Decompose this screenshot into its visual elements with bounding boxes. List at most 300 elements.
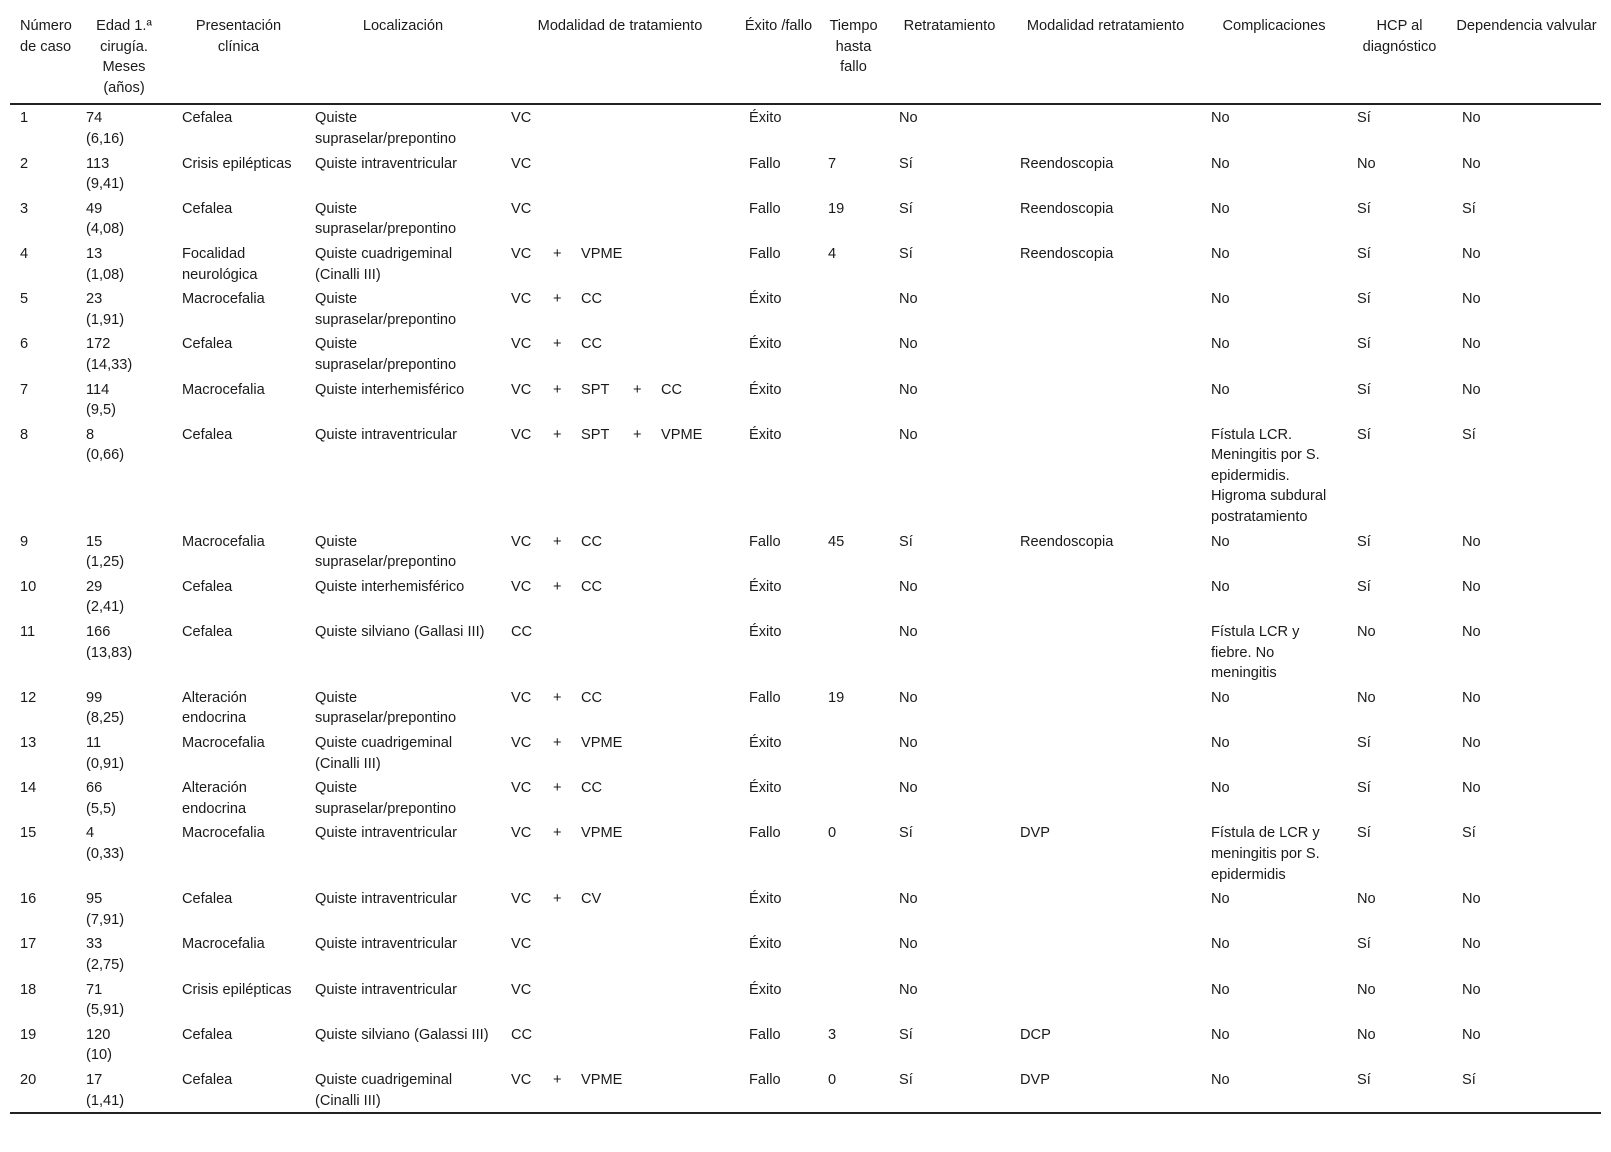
treatment-item: CC (581, 291, 603, 308)
cell-dependencia: No (1462, 624, 1481, 641)
edad-meses: 172 (86, 336, 111, 353)
cell-caso: 7 (20, 381, 29, 398)
cell-complicaciones: No (1211, 689, 1230, 706)
cell-localizacion: Quiste cuadrigeminal (Cinalli III) (315, 245, 453, 283)
cell-modalidad (501, 104, 739, 150)
cell-retratamiento: No (899, 426, 918, 443)
cell-edad (76, 151, 172, 196)
treatment-item: VPME (581, 735, 623, 751)
cell-tiempo (818, 104, 889, 150)
cell-tiempo (818, 574, 889, 619)
cell-modalidad (501, 1022, 739, 1067)
edad-anios: (1,91) (86, 311, 125, 328)
cell-localizacion: Quiste intraventricular (315, 891, 457, 908)
cell-hcp: Sí (1357, 336, 1371, 353)
edad-anios: (5,5) (86, 800, 117, 817)
cell-tiempo (818, 931, 889, 976)
plus-sign: + (553, 381, 562, 398)
cell-dependencia: No (1462, 381, 1481, 398)
edad-anios: (4,08) (86, 221, 125, 238)
edad-meses: 13 (86, 245, 103, 262)
cell-caso: 10 (20, 578, 37, 595)
edad-meses: 11 (86, 735, 102, 751)
cell-localizacion: Quiste supraselar/prepontino (315, 200, 457, 238)
plus-sign: + (553, 291, 562, 308)
plus-sign: + (553, 891, 562, 908)
cell-retratamiento: No (899, 381, 918, 398)
treatment-item: VC (511, 825, 532, 842)
plus-sign: + (553, 426, 562, 443)
cell-modalidad (501, 529, 739, 574)
cell-edad (76, 422, 172, 529)
cell-caso: 14 (20, 780, 37, 797)
treatment-item: VC (511, 336, 532, 353)
cell-complicaciones: No (1211, 533, 1230, 550)
cell-presentacion: Cefalea (182, 110, 233, 127)
plus-sign: + (553, 689, 562, 706)
cell-presentacion: Cefalea (182, 1026, 233, 1043)
treatment-item: CC (511, 624, 533, 641)
cell-mod-retratamiento (1010, 931, 1201, 976)
cell-edad (76, 104, 172, 150)
header-presentacion: Presentación clínica (195, 18, 282, 55)
cell-complicaciones: No (1211, 1026, 1230, 1043)
cell-tiempo: 7 (828, 155, 837, 172)
cell-modalidad (501, 775, 739, 820)
plus-sign: + (633, 381, 642, 398)
cell-presentacion: Macrocefalia (182, 381, 265, 398)
cell-complicaciones: Fístula de LCR y meningitis por S. epidermidis (1211, 825, 1320, 883)
edad-anios: (0,33) (86, 845, 125, 862)
edad-meses: 15 (86, 533, 103, 550)
cell-edad (76, 886, 172, 931)
plus-sign: + (553, 245, 562, 262)
edad-anios: (7,91) (86, 911, 125, 928)
treatment-item: VC (511, 200, 532, 217)
cell-retratamiento: Sí (899, 825, 913, 842)
treatment-item: VC (511, 381, 532, 398)
cell-localizacion: Quiste supraselar/prepontino (315, 336, 457, 373)
edad-meses: 17 (86, 1071, 103, 1088)
table-row (10, 422, 1601, 529)
header-retratamiento: Retratamiento (903, 18, 996, 34)
treatment-item: VPME (581, 825, 623, 842)
cell-edad (76, 931, 172, 976)
cell-dependencia: No (1462, 780, 1481, 797)
cell-complicaciones: No (1211, 336, 1230, 353)
treatment-item: VC (511, 735, 532, 751)
cell-hcp: Sí (1357, 200, 1371, 217)
cases-table (10, 10, 1601, 1114)
cell-retratamiento: No (899, 891, 918, 908)
edad-anios: (5,91) (86, 1002, 125, 1019)
cell-complicaciones: No (1211, 110, 1230, 127)
treatment-item: SPT (581, 381, 610, 398)
cell-hcp: No (1357, 624, 1376, 641)
cell-retratamiento: Sí (899, 200, 913, 217)
cell-localizacion: Quiste silviano (Gallasi III) (315, 624, 485, 641)
cell-presentacion: Cefalea (182, 624, 233, 641)
cell-complicaciones: Fístula LCR y fiebre. No meningitis (1211, 624, 1300, 682)
cell-mod-retratamiento (1010, 574, 1201, 619)
cell-caso: 15 (20, 825, 37, 842)
cell-dependencia: Sí (1462, 200, 1476, 217)
edad-anios: (1,41) (86, 1092, 125, 1109)
cell-mod-retratamiento (1010, 886, 1201, 931)
plus-sign: + (553, 533, 562, 550)
cell-tiempo (818, 886, 889, 931)
edad-anios: (1,08) (86, 266, 125, 283)
cell-mod-retratamiento: DVP (1020, 1071, 1051, 1088)
cell-hcp: Sí (1357, 426, 1371, 443)
cell-edad (76, 685, 172, 730)
cell-edad (76, 977, 172, 1022)
cell-modalidad (501, 151, 739, 196)
cell-modalidad (501, 931, 739, 976)
treatment-item: VC (511, 981, 532, 998)
cell-presentacion: Alteración endocrina (182, 780, 247, 817)
table-row (10, 1022, 1601, 1067)
cell-localizacion: Quiste intraventricular (315, 155, 457, 172)
edad-meses: 74 (86, 110, 103, 127)
treatment-item: VC (511, 110, 532, 127)
edad-meses: 166 (86, 624, 111, 641)
cell-mod-retratamiento (1010, 619, 1201, 685)
cell-complicaciones: No (1211, 780, 1230, 797)
treatment-item: CC (581, 533, 603, 550)
plus-sign: + (633, 426, 642, 443)
header-tiempo: Tiempo hasta fallo (829, 18, 878, 76)
edad-meses: 113 (86, 155, 110, 172)
header-localizacion: Localización (362, 18, 444, 34)
cell-edad (76, 574, 172, 619)
cell-retratamiento: No (899, 578, 918, 595)
cell-tiempo: 19 (828, 200, 845, 217)
cell-dependencia: No (1462, 735, 1481, 751)
cell-retratamiento: No (899, 936, 918, 953)
edad-meses: 114 (86, 381, 110, 398)
cell-tiempo (818, 286, 889, 331)
cell-complicaciones: No (1211, 291, 1230, 308)
cell-caso: 13 (20, 735, 37, 751)
cell-mod-retratamiento (1010, 775, 1201, 820)
cell-hcp: Sí (1357, 1071, 1371, 1088)
cell-exito: Éxito (749, 291, 782, 308)
cell-tiempo (818, 331, 889, 376)
table-row (10, 1067, 1601, 1113)
cell-modalidad (501, 820, 739, 886)
cell-hcp: No (1357, 689, 1376, 706)
cell-localizacion: Quiste supraselar/prepontino (315, 291, 457, 328)
cell-dependencia: No (1462, 891, 1481, 908)
cell-tiempo: 3 (828, 1026, 837, 1043)
header-exito: Éxito /fallo (744, 18, 813, 34)
cell-edad (76, 619, 172, 685)
cell-caso: 17 (20, 936, 37, 953)
cell-complicaciones: No (1211, 578, 1230, 595)
treatment-item: VC (511, 426, 532, 443)
cell-edad (76, 1067, 172, 1113)
cell-exito: Fallo (749, 825, 781, 842)
table-row (10, 286, 1601, 331)
header-edad: Edad 1.ª cirugía. Meses (años) (96, 18, 152, 96)
table-row (10, 196, 1601, 241)
cell-presentacion: Cefalea (182, 426, 233, 443)
cell-dependencia: No (1462, 936, 1481, 953)
cell-caso: 8 (20, 426, 29, 443)
table-row (10, 151, 1601, 196)
cell-presentacion: Macrocefalia (182, 825, 265, 842)
cell-edad (76, 331, 172, 376)
cell-mod-retratamiento: Reendoscopia (1020, 200, 1114, 217)
cell-tiempo (818, 977, 889, 1022)
edad-anios: (0,91) (86, 755, 125, 772)
cell-hcp: Sí (1357, 936, 1371, 953)
cell-retratamiento: Sí (899, 245, 913, 262)
cell-localizacion: Quiste intraventricular (315, 981, 457, 998)
cell-edad (76, 286, 172, 331)
cell-localizacion: Quiste supraselar/prepontino (315, 689, 457, 727)
treatment-item: CV (581, 891, 602, 908)
cell-retratamiento: No (899, 981, 918, 998)
header-complicaciones: Complicaciones (1222, 18, 1326, 34)
cell-retratamiento: Sí (899, 155, 913, 172)
cell-exito: Éxito (749, 624, 782, 641)
table-body (10, 104, 1601, 1113)
treatment-item: VC (511, 780, 532, 797)
cell-hcp: Sí (1357, 578, 1371, 595)
cell-mod-retratamiento: Reendoscopia (1020, 245, 1114, 262)
cell-mod-retratamiento (1010, 422, 1201, 529)
cell-presentacion: Cefalea (182, 336, 233, 353)
table-row (10, 820, 1601, 886)
cell-retratamiento: No (899, 624, 918, 641)
treatment-item: CC (581, 336, 603, 353)
treatment-item: SPT (581, 426, 610, 443)
cell-hcp: Sí (1357, 780, 1371, 797)
cell-complicaciones: Fístula LCR. Meningitis por S. epidermidis. Higroma subdural postratamiento (1211, 426, 1327, 526)
cell-caso: 16 (20, 891, 37, 908)
cell-dependencia: No (1462, 533, 1481, 550)
cell-complicaciones: No (1211, 245, 1230, 262)
cell-presentacion: Crisis epilépticas (182, 155, 292, 172)
table-row (10, 775, 1601, 820)
edad-meses: 8 (86, 426, 95, 443)
table-row (10, 574, 1601, 619)
cell-retratamiento: Sí (899, 1026, 913, 1043)
table-row (10, 685, 1601, 730)
cell-presentacion: Cefalea (182, 578, 233, 595)
cell-retratamiento: No (899, 336, 918, 353)
cell-hcp: Sí (1357, 245, 1371, 262)
cell-caso: 4 (20, 245, 29, 262)
cell-localizacion: Quiste intraventricular (315, 825, 457, 842)
cell-exito: Éxito (749, 891, 782, 908)
cell-dependencia: No (1462, 578, 1481, 595)
cell-tiempo (818, 775, 889, 820)
cell-exito: Fallo (749, 200, 781, 217)
cell-retratamiento: Sí (899, 533, 913, 550)
table-row (10, 730, 1601, 775)
cell-retratamiento: No (899, 110, 918, 127)
cell-presentacion: Macrocefalia (182, 735, 265, 751)
cell-mod-retratamiento: DVP (1020, 825, 1051, 842)
cell-localizacion: Quiste intraventricular (315, 426, 457, 443)
cell-caso: 20 (20, 1071, 37, 1088)
cell-presentacion: Cefalea (182, 891, 233, 908)
cell-presentacion: Cefalea (182, 200, 233, 217)
cell-modalidad (501, 331, 739, 376)
cell-edad (76, 529, 172, 574)
treatment-item: VC (511, 578, 532, 595)
cell-exito: Éxito (749, 336, 782, 353)
plus-sign: + (553, 780, 562, 797)
cell-complicaciones: No (1211, 1071, 1230, 1088)
cell-hcp: No (1357, 155, 1376, 172)
treatment-item: VC (511, 155, 532, 172)
cell-exito: Fallo (749, 1071, 781, 1088)
plus-sign: + (553, 336, 562, 353)
table-row (10, 931, 1601, 976)
cell-modalidad (501, 1067, 739, 1113)
cell-mod-retratamiento: Reendoscopia (1020, 155, 1114, 172)
edad-meses: 23 (86, 291, 103, 308)
cell-dependencia: No (1462, 155, 1481, 172)
cell-hcp: No (1357, 981, 1376, 998)
cell-localizacion: Quiste cuadrigeminal (Cinalli III) (315, 1071, 453, 1109)
cell-retratamiento: Sí (899, 1071, 913, 1088)
cell-dependencia: Sí (1462, 825, 1476, 842)
table-row (10, 619, 1601, 685)
cell-exito: Éxito (749, 426, 782, 443)
edad-anios: (13,83) (86, 644, 133, 661)
cell-retratamiento: No (899, 291, 918, 308)
cell-localizacion: Quiste interhemisférico (315, 381, 465, 398)
cell-caso: 18 (20, 981, 37, 998)
cell-tiempo (818, 422, 889, 529)
cell-tiempo: 4 (828, 245, 837, 262)
cell-modalidad (501, 377, 739, 422)
cell-hcp: Sí (1357, 825, 1371, 842)
cell-tiempo (818, 377, 889, 422)
cell-edad (76, 775, 172, 820)
cell-complicaciones: No (1211, 936, 1230, 953)
cell-complicaciones: No (1211, 981, 1230, 998)
cell-edad (76, 1022, 172, 1067)
header-mod-retratamiento: Modalidad retratamiento (1026, 18, 1185, 34)
cell-complicaciones: No (1211, 891, 1230, 908)
cell-mod-retratamiento (1010, 977, 1201, 1022)
table-row (10, 104, 1601, 150)
cell-hcp: No (1357, 891, 1376, 908)
cell-hcp: Sí (1357, 735, 1371, 751)
cell-caso: 9 (20, 533, 29, 550)
cell-exito: Éxito (749, 578, 782, 595)
cell-exito: Fallo (749, 533, 781, 550)
cell-tiempo (818, 619, 889, 685)
edad-meses: 95 (86, 891, 103, 908)
edad-anios: (10) (86, 1047, 112, 1064)
cell-dependencia: No (1462, 981, 1481, 998)
header-dependencia: Dependencia valvular (1456, 18, 1597, 34)
cell-mod-retratamiento (1010, 377, 1201, 422)
cell-complicaciones: No (1211, 155, 1230, 172)
cell-localizacion: Quiste supraselar/prepontino (315, 533, 457, 571)
cell-complicaciones: No (1211, 381, 1230, 398)
table-row (10, 241, 1601, 286)
cell-exito: Fallo (749, 245, 781, 262)
edad-meses: 66 (86, 780, 103, 797)
cell-edad (76, 730, 172, 775)
plus-sign: + (553, 1071, 562, 1088)
cell-dependencia: No (1462, 1026, 1481, 1043)
cell-edad (76, 241, 172, 286)
cell-caso: 6 (20, 336, 29, 353)
table-row (10, 529, 1601, 574)
cell-retratamiento: No (899, 780, 918, 797)
treatment-item: VPME (581, 1071, 623, 1088)
plus-sign: + (553, 825, 562, 842)
cell-modalidad (501, 422, 739, 529)
treatment-item: VC (511, 533, 532, 550)
edad-anios: (1,25) (86, 554, 125, 571)
edad-anios: (9,41) (86, 176, 125, 193)
cell-edad (76, 820, 172, 886)
cell-exito: Éxito (749, 735, 782, 751)
cell-caso: 2 (20, 155, 29, 172)
cell-retratamiento: No (899, 689, 918, 706)
cell-exito: Fallo (749, 689, 781, 706)
cell-localizacion: Quiste intraventricular (315, 936, 457, 953)
cell-tiempo (818, 730, 889, 775)
cell-complicaciones: No (1211, 735, 1230, 751)
cell-mod-retratamiento (1010, 331, 1201, 376)
edad-anios: (14,33) (86, 356, 133, 373)
cell-caso: 12 (20, 689, 37, 706)
cell-localizacion: Quiste supraselar/prepontino (315, 110, 457, 147)
cell-modalidad (501, 685, 739, 730)
cell-presentacion: Cefalea (182, 1071, 233, 1088)
cell-caso: 11 (20, 624, 36, 641)
cell-hcp: Sí (1357, 533, 1371, 550)
treatment-item: VC (511, 1071, 532, 1088)
cell-modalidad (501, 977, 739, 1022)
cell-hcp: No (1357, 1026, 1376, 1043)
cell-hcp: Sí (1357, 110, 1371, 127)
cell-mod-retratamiento (1010, 286, 1201, 331)
cell-hcp: Sí (1357, 291, 1371, 308)
edad-anios: (8,25) (86, 710, 125, 727)
cell-mod-retratamiento: DCP (1020, 1026, 1051, 1043)
treatment-item: CC (581, 578, 603, 595)
cell-modalidad (501, 286, 739, 331)
header-row (10, 10, 1601, 104)
cell-localizacion: Quiste supraselar/prepontino (315, 780, 457, 817)
edad-anios: (2,75) (86, 956, 125, 973)
edad-anios: (2,41) (86, 599, 125, 616)
cell-presentacion: Macrocefalia (182, 936, 265, 953)
treatment-item: VPME (581, 245, 623, 262)
treatment-item: VC (511, 689, 532, 706)
cell-presentacion: Crisis epilépticas (182, 981, 292, 998)
cell-localizacion: Quiste cuadrigeminal (Cinalli III) (315, 735, 453, 772)
edad-meses: 99 (86, 689, 103, 706)
cell-hcp: Sí (1357, 381, 1371, 398)
edad-anios: (0,66) (86, 447, 125, 464)
treatment-item: VC (511, 936, 532, 953)
treatment-item: CC (581, 780, 603, 797)
table-row (10, 977, 1601, 1022)
